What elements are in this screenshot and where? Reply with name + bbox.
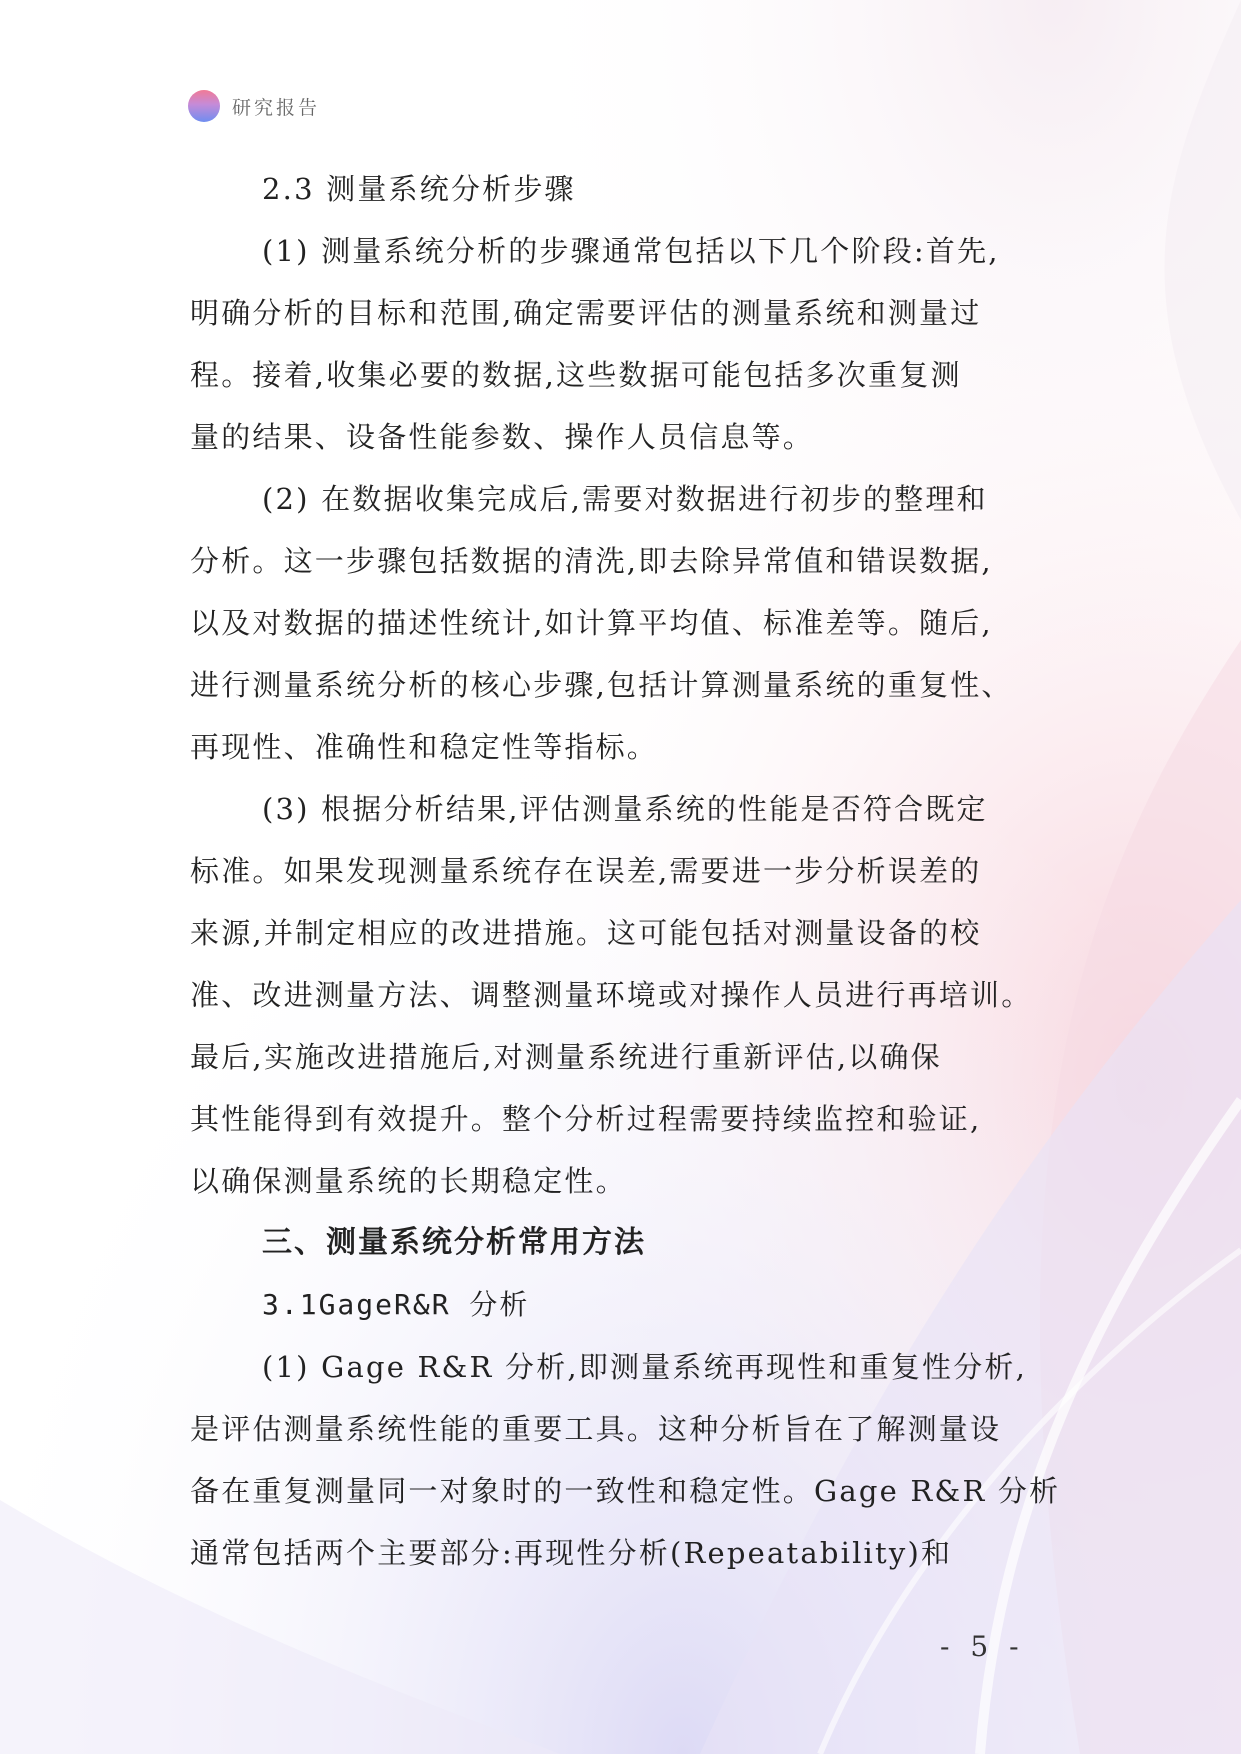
paragraph-line: 以确保测量系统的长期稳定性。 [190, 1164, 627, 1198]
paragraph-line: (1) Gage R&R 分析,即测量系统再现性和重复性分析, [262, 1350, 1028, 1384]
logo-circle-icon [188, 90, 220, 122]
paragraph-line: (1) 测量系统分析的步骤通常包括以下几个阶段:首先, [262, 234, 1000, 268]
document-body [190, 158, 1061, 1584]
paragraph-line: 通常包括两个主要部分:再现性分析(Repeatability)和 [190, 1536, 953, 1570]
paragraph-line: 分析。这一步骤包括数据的清洗,即去除异常值和错误数据, [190, 544, 993, 578]
subsection-heading: 2.3 测量系统分析步骤 [262, 172, 576, 206]
paragraph-line: 以及对数据的描述性统计,如计算平均值、标准差等。随后, [190, 606, 993, 640]
paragraph-line: 来源,并制定相应的改进措施。这可能包括对测量设备的校 [190, 916, 982, 950]
header-title: 研究报告 [232, 96, 321, 119]
paragraph-line: 量的结果、设备性能参数、操作人员信息等。 [190, 420, 815, 454]
paragraph-line: 程。接着,收集必要的数据,这些数据可能包括多次重复测 [190, 358, 962, 392]
paragraph-line: 其性能得到有效提升。整个分析过程需要持续监控和验证, [190, 1102, 982, 1136]
paragraph-line: 明确分析的目标和范围,确定需要评估的测量系统和测量过 [190, 296, 982, 330]
paragraph-line: (3) 根据分析结果,评估测量系统的性能是否符合既定 [262, 792, 988, 826]
paragraph-line: 是评估测量系统性能的重要工具。这种分析旨在了解测量设 [190, 1412, 1002, 1446]
section-heading: 三、测量系统分析常用方法 [262, 1225, 646, 1260]
report-header [188, 88, 320, 124]
paragraph-line: (2) 在数据收集完成后,需要对数据进行初步的整理和 [262, 482, 988, 516]
page-number: - 5 - [940, 1630, 1025, 1663]
subsection-heading: 3.1GageR&R 分析 [262, 1288, 530, 1321]
paragraph-line: 再现性、准确性和稳定性等指标。 [190, 730, 659, 764]
paragraph-line: 标准。如果发现测量系统存在误差,需要进一步分析误差的 [190, 854, 982, 888]
paragraph-line: 准、改进测量方法、调整测量环境或对操作人员进行再培训。 [190, 978, 1033, 1012]
paragraph-line: 进行测量系统分析的核心步骤,包括计算测量系统的重复性、 [190, 668, 1013, 702]
paragraph-line: 备在重复测量同一对象时的一致性和稳定性。Gage R&R 分析 [190, 1474, 1061, 1508]
paragraph-line: 最后,实施改进措施后,对测量系统进行重新评估,以确保 [190, 1040, 942, 1074]
